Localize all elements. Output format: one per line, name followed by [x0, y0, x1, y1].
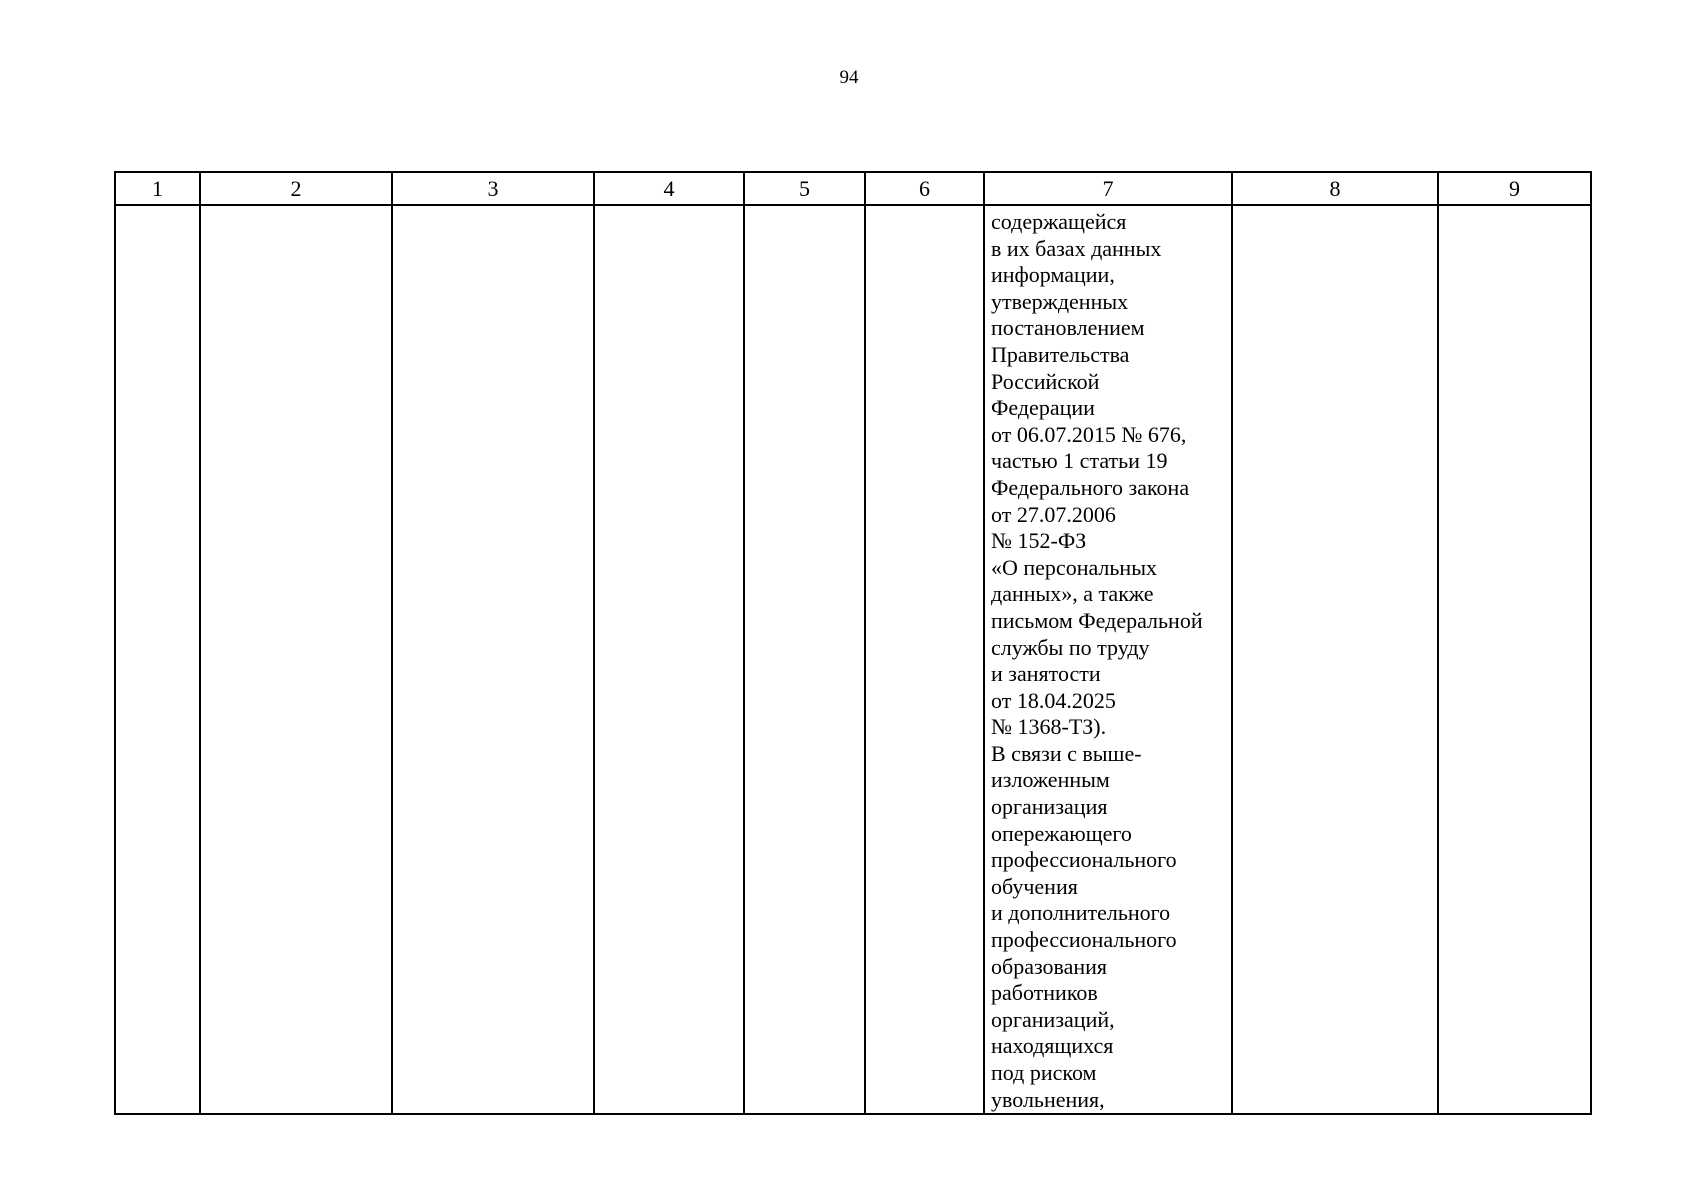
cell-text-line: обучения [991, 873, 1078, 899]
column-header-3: 3 [392, 172, 594, 205]
cell-text-line: от 18.04.2025 [991, 687, 1116, 713]
table-cell-col-8 [1232, 205, 1438, 1114]
cell-text-line: опережающего [991, 820, 1132, 846]
column-header-2: 2 [200, 172, 392, 205]
table-cell-col-2 [200, 205, 392, 1114]
cell-text-line: находящихся [991, 1033, 1114, 1059]
column-header-9: 9 [1438, 172, 1591, 205]
cell-text-line: Правительства [991, 341, 1130, 367]
cell-text-line: утвержденных [991, 288, 1129, 314]
cell-text-line: организаций, [991, 1006, 1115, 1032]
table-cell-col-5 [744, 205, 865, 1114]
column-header-8: 8 [1232, 172, 1438, 205]
column-header-4: 4 [594, 172, 744, 205]
table-cell-col-6 [865, 205, 984, 1114]
cell-text-line: информации, [991, 262, 1115, 288]
cell-text-line: работников [991, 980, 1098, 1006]
table-cell-col-9 [1438, 205, 1591, 1114]
table-row [115, 205, 1591, 1114]
cell-text-line: Федерального закона [991, 474, 1190, 500]
column-header-7: 7 [984, 172, 1232, 205]
cell-text-line: данных», а также [991, 581, 1154, 607]
cell-text-line: частью 1 статьи 19 [991, 448, 1168, 474]
cell-text-block [991, 206, 1231, 1113]
table-cell-col-7 [984, 205, 1232, 1114]
cell-text-line: профессионального [991, 927, 1177, 953]
column-header-5: 5 [744, 172, 865, 205]
cell-text-line: образования [991, 953, 1108, 979]
cell-text-line: профессионального [991, 847, 1177, 873]
cell-text-line: от 27.07.2006 [991, 501, 1116, 527]
cell-text-line: «О персональных [991, 554, 1157, 580]
table-cell-col-1 [115, 205, 200, 1114]
cell-text-line: организация [991, 794, 1108, 820]
cell-text-line: увольнения, [991, 1086, 1105, 1112]
table-cell-col-4 [594, 205, 744, 1114]
cell-text-line: № 1368-ТЗ). [991, 714, 1107, 740]
cell-text-line: № 152-ФЗ [991, 528, 1087, 554]
cell-text-line: содержащейся [991, 209, 1127, 234]
cell-text-line: изложенным [991, 767, 1110, 793]
cell-text-line: в их базах данных [991, 235, 1162, 261]
table-cell-col-3 [392, 205, 594, 1114]
column-header-6: 6 [865, 172, 984, 205]
cell-text-line: от 06.07.2015 № 676, [991, 421, 1187, 447]
page-number: 94 [839, 67, 859, 88]
cell-text-line: Российской [991, 368, 1100, 394]
cell-text-line: и дополнительного [991, 900, 1171, 926]
cell-text-line: В связи с выше- [991, 740, 1142, 766]
cell-text-line: и занятости [991, 661, 1101, 687]
document-table [114, 171, 1592, 1115]
table-header-row [115, 172, 1591, 205]
column-header-1: 1 [115, 172, 200, 205]
cell-text-line: Федерации [991, 395, 1095, 421]
cell-text-line: постановлением [991, 315, 1145, 341]
cell-text-line: службы по труду [991, 634, 1150, 660]
cell-text-line: письмом Федеральной [991, 607, 1203, 633]
cell-text-line: под риском [991, 1060, 1097, 1085]
